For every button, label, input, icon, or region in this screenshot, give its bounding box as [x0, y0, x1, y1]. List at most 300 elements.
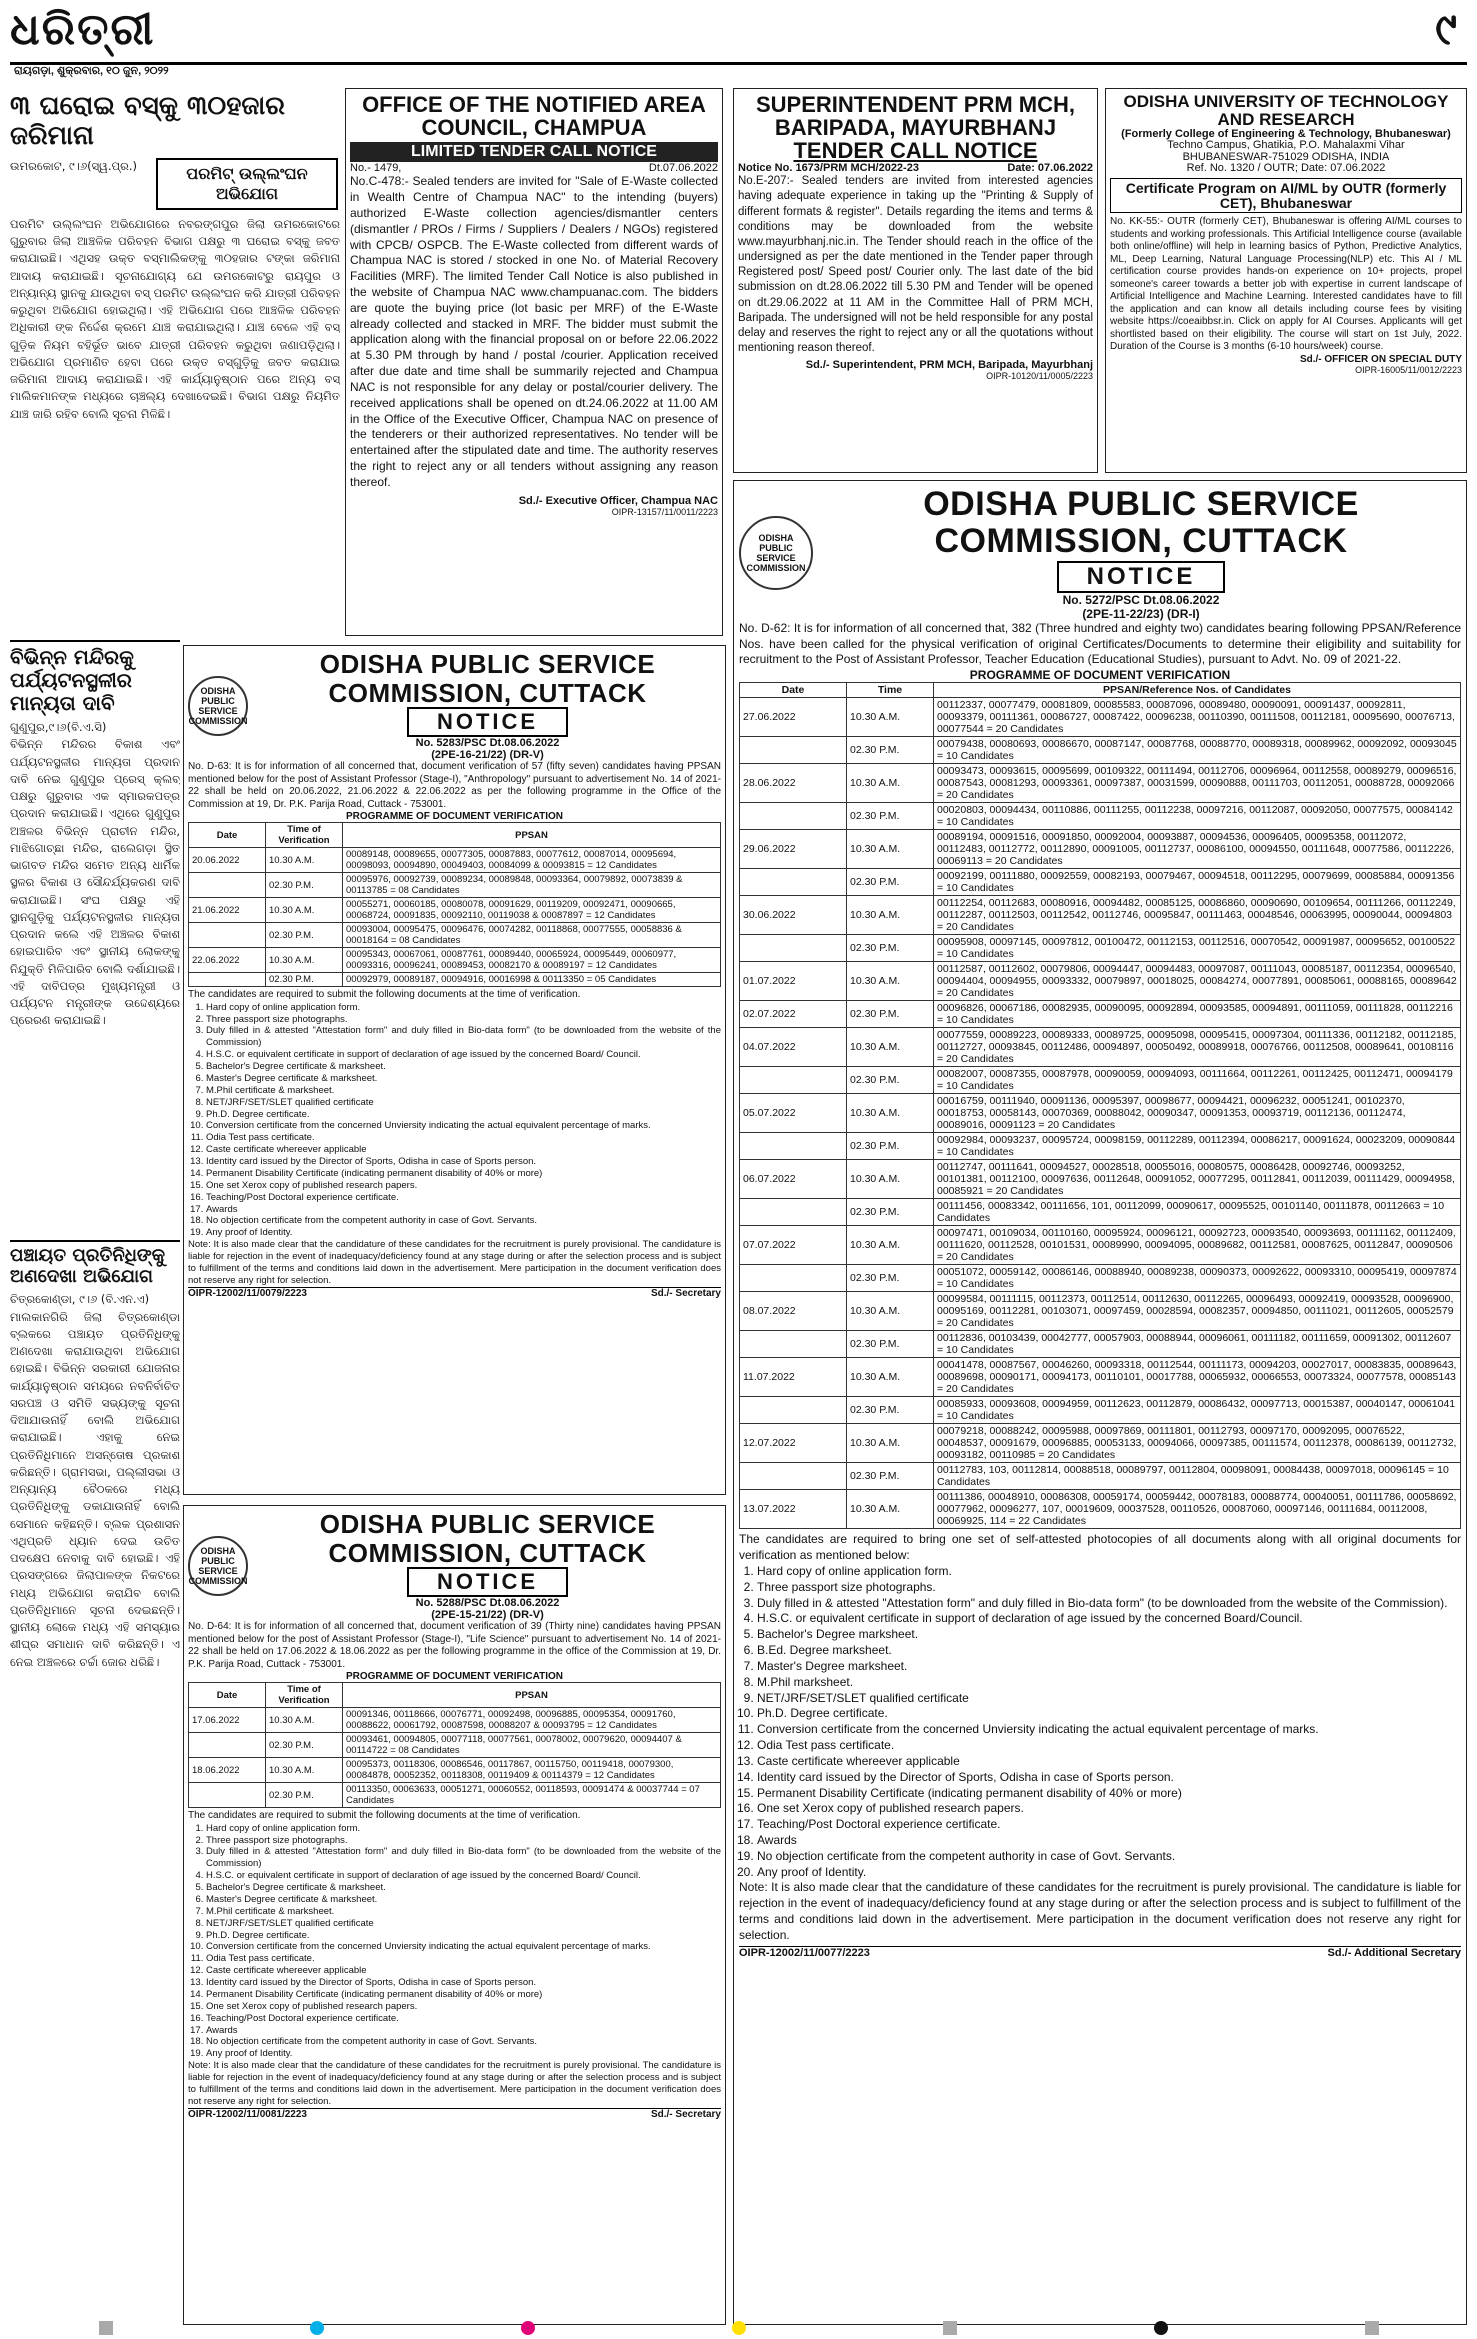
cell-ppsan: 00112836, 00103439, 00042777, 00057903, 00088944, 00096061, 00111182, 00111659, 00091302, 00112607 = 10 Candidates	[934, 1331, 1461, 1358]
document-item: 8. M.Phil marksheet.	[757, 1675, 1461, 1691]
cell-ppsan: 00095976, 00092739, 00089234, 00089848, 00093364, 00079892, 00073839 & 00113785 = 08 Candidates	[343, 873, 721, 898]
notice-ref: OIPR-12002/11/0081/2223	[188, 2108, 307, 2120]
yellow-dot-icon	[732, 2321, 746, 2335]
cell-ppsan: 00041478, 00087567, 00046260, 00093318, 00112544, 00111173, 00094203, 00027017, 00083835, 00089643, 00089698, 00090171, 00094173, 00110101, 00017788, 00065932, 00066553, 00073324, 00077578, 00085143 = 20 Candidates	[934, 1358, 1461, 1397]
cell-date: 08.07.2022	[740, 1292, 847, 1331]
document-item: 18. No objection certificate from the competent authority in case of Govt. Servants.	[206, 2036, 721, 2048]
notice-title: ODISHA PUBLIC SERVICE COMMISSION, CUTTACK	[319, 649, 656, 708]
cell-time: 10.30 A.M.	[847, 830, 934, 869]
cell-ppsan: 00085933, 00093608, 00094959, 00112623, 00112879, 00086432, 00097713, 00015387, 00040147, 00061041 = 10 Candidates	[934, 1397, 1461, 1424]
table-row	[740, 1199, 1461, 1226]
table-row	[740, 1292, 1461, 1331]
document-item: 3. Duly filled in & attested "Attestation form" and duly filled in Bio-data form" (to be downloaded from the website of the Commission).	[757, 1596, 1461, 1612]
cell-date	[740, 1331, 847, 1358]
cell-date: 30.06.2022	[740, 896, 847, 935]
table-row	[740, 1358, 1461, 1397]
cyan-dot-icon	[310, 2321, 324, 2335]
table-row	[740, 935, 1461, 962]
cell-date	[740, 935, 847, 962]
document-item: 5. Bachelor's Degree certificate & marksheet.	[206, 1882, 721, 1894]
cell-time: 02.30 P.M.	[847, 803, 934, 830]
notice-highlight: Certificate Program on AI/ML by OUTR (formerly CET), Bhubaneswar	[1110, 178, 1462, 213]
document-item: 4. H.S.C. or equivalent certificate in support of declaration of age issued by the concerned Board/ Council.	[206, 1049, 721, 1061]
cell-time: 10.30 A.M.	[847, 764, 934, 803]
document-item: 16. Teaching/Post Doctoral experience certificate.	[206, 1192, 721, 1204]
cell-ppsan: 00091346, 00118666, 00076771, 00092498, 00096885, 00095354, 00091760, 00088622, 00061792, 00087598, 00088207 & 00093795 = 12 Candidates	[343, 1708, 721, 1733]
notice-title: SUPERINTENDENT PRM MCH, BARIPADA, MAYURBHANJ	[755, 92, 1075, 141]
table-row	[189, 1758, 721, 1783]
notice-note: Note: It is also made clear that the candidature of these candidates for the recruitment is purely provisional. The candidature is liable for rejection in the event of inadequacy/deficiency found at any stage during or after the selection process and is subject to fulfillment of the terms and conditions laid down in the advertisement. Mere participation in the document verification does not reserve any right for selection.	[739, 1880, 1461, 1942]
document-item: 4. H.S.C. or equivalent certificate in support of declaration of age issued by the concerned Board/Council.	[757, 1611, 1461, 1627]
cell-date: 29.06.2022	[740, 830, 847, 869]
notice-tag: NOTICE	[407, 1567, 568, 1597]
cell-ppsan: 00079218, 00088242, 00095988, 00097869, 00111801, 00112793, 00097170, 00092095, 00076522, 00048537, 00091679, 00096885, 00053133, 00094066, 00097385, 00111574, 00112378, 00086139, 00112732, 00093182, 00110985 = 20 Candidates	[934, 1424, 1461, 1463]
verification-table	[188, 822, 721, 987]
cell-date	[740, 1463, 847, 1490]
notice-subtitle: (2PE-16-21/22) (DR-V)	[431, 749, 544, 762]
document-item: 14. Permanent Disability Certificate (indicating permanent disability of 40% or more)	[206, 1168, 721, 1180]
cell-time: 10.30 A.M.	[266, 948, 343, 973]
document-item: 1. Hard copy of online application form.	[206, 1823, 721, 1835]
document-item: 2. Three passport size photographs.	[206, 1014, 721, 1026]
document-item: 1. Hard copy of online application form.	[757, 1564, 1461, 1580]
cell-date	[189, 1733, 266, 1758]
col-time: Time of Verification	[266, 823, 343, 848]
document-item: 5. Bachelor's Degree marksheet.	[757, 1627, 1461, 1643]
cell-ppsan: 00079438, 00080693, 00086670, 00087147, 00087768, 00088770, 00089318, 00089962, 00092092, 00093045 = 10 Candidates	[934, 737, 1461, 764]
document-item: 14. Identity card issued by the Director of Sports, Odisha in case of Sports person.	[757, 1770, 1461, 1786]
table-row	[740, 1226, 1461, 1265]
psc-seal-icon: ODISHA PUBLIC SERVICE COMMISSION	[188, 676, 248, 736]
document-item: 15. One set Xerox copy of published research papers.	[206, 2001, 721, 2013]
cell-ppsan: 00099584, 00111115, 00112373, 00112514, 00112630, 00112265, 00096493, 00092419, 00093528, 00096900, 00095169, 00112281, 00103071, 00097459, 00028594, 00082357, 00094850, 00111021, 00112605, 00052579 = 20 Candidates	[934, 1292, 1461, 1331]
cell-ppsan: 00092984, 00093237, 00095724, 00098159, 00112289, 00112394, 00086217, 00091624, 00023209, 00090844 = 10 Candidates	[934, 1133, 1461, 1160]
cell-time: 02.30 P.M.	[847, 1199, 934, 1226]
document-item: 7. M.Phil certificate & marksheet.	[206, 1085, 721, 1097]
cell-time: 10.30 A.M.	[847, 1490, 934, 1529]
notice-bar: LIMITED TENDER CALL NOTICE	[350, 142, 718, 162]
document-item: 19. Any proof of Identity.	[206, 2048, 721, 2060]
notice-ref-line: Ref. No. 1320 / OUTR; Date: 07.06.2022	[1186, 162, 1386, 175]
document-item: 20. Any proof of Identity.	[757, 1865, 1461, 1881]
table-row	[740, 1331, 1461, 1358]
cell-date: 27.06.2022	[740, 698, 847, 737]
cell-time: 02.30 P.M.	[266, 923, 343, 948]
table-row	[740, 896, 1461, 935]
table-row	[740, 764, 1461, 803]
document-item: 12. Odia Test pass certificate.	[757, 1738, 1461, 1754]
notice-subtitle: (2PE-15-21/22) (DR-V)	[431, 1609, 544, 1622]
cell-date	[740, 1133, 847, 1160]
cell-time: 02.30 P.M.	[847, 1265, 934, 1292]
document-item: 19. No objection certificate from the competent authority in case of Govt. Servants.	[757, 1849, 1461, 1865]
table-row	[189, 898, 721, 923]
document-item: 6. B.Ed. Degree marksheet.	[757, 1643, 1461, 1659]
cell-date	[740, 1067, 847, 1094]
document-item: 15. One set Xerox copy of published research papers.	[206, 1180, 721, 1192]
notice-ref: OIPR-10120/11/0005/2223	[986, 371, 1093, 382]
cell-date: 22.06.2022	[189, 948, 266, 973]
notice-city: BHUBANESWAR-751029 ODISHA, INDIA	[1182, 150, 1390, 163]
table-row	[189, 948, 721, 973]
cell-time: 10.30 A.M.	[847, 1226, 934, 1265]
table-row	[740, 1490, 1461, 1529]
cell-time: 10.30 A.M.	[847, 1160, 934, 1199]
cell-date: 13.07.2022	[740, 1490, 847, 1529]
table-row	[740, 1028, 1461, 1067]
cell-ppsan: 00051072, 00059142, 00086146, 00088940, 00089238, 00090373, 00092622, 00093310, 00095419, 00097874 = 10 Candidates	[934, 1265, 1461, 1292]
cell-time: 10.30 A.M.	[266, 848, 343, 873]
table-row	[740, 1265, 1461, 1292]
cell-ppsan: 00111456, 00083342, 00111656, 101, 00112099, 00090617, 00095525, 00101140, 00111878, 00112663 = 10 Candidates	[934, 1199, 1461, 1226]
document-item: 9. Ph.D. Degree certificate.	[206, 1109, 721, 1121]
notice-note: Note: It is also made clear that the candidature of these candidates for the recruitment is purely provisional. The candidature is liable for rejection in the event of inadequacy/deficiency found at any stage during or after the selection process and is subject to fulfillment of the terms and conditions laid down in the advertisement. Mere participation in the document verification does not reserve any right for selection.	[188, 2060, 721, 2107]
newspaper-logo: ଧରିତ୍ରୀ	[10, 4, 156, 55]
notice-address: Techno Campus, Ghatikia, P.O. Mahalaxmi Vihar	[1167, 139, 1405, 152]
cell-time: 02.30 P.M.	[847, 1331, 934, 1358]
cell-time: 02.30 P.M.	[847, 869, 934, 896]
notice-intro: No. D-64: It is for information of all concerned that, document verification of 39 (Thirty nine) candidates having PPSAN mentioned below for the post of Assistant Professor (Stage-I), "Life Science" pursuant to advertisement No. 14 of 2021-22 shall be held on 17.06.2022 & 18.06.2022 as per the following programme in the office of the Commission at 19, Dr. P.K. Parija Road, Cuttack - 753001.	[188, 1621, 721, 1670]
document-item: 1. Hard copy of online application form.	[206, 1002, 721, 1014]
table-row	[189, 1783, 721, 1808]
notice-psc-anthropology	[183, 645, 726, 1495]
document-item: 5. Bachelor's Degree certificate & marksheet.	[206, 1061, 721, 1073]
story-byline: ଗୁଣୁପୁର,୯।୬(ବି.ଏ.ସି)	[10, 720, 107, 734]
document-item: 16. One set Xerox copy of published research papers.	[757, 1801, 1461, 1817]
magenta-dot-icon	[521, 2321, 535, 2335]
requirement-heading: The candidates are required to submit the following documents at the time of verification.	[188, 1810, 581, 1822]
table-row	[740, 1397, 1461, 1424]
table-row	[740, 869, 1461, 896]
black-dot-icon	[1154, 2321, 1168, 2335]
table-row	[740, 1001, 1461, 1028]
notice-number: Notice No. 1673/PRM MCH/2022-23	[738, 162, 919, 175]
document-item: 13. Identity card issued by the Director of Sports, Odisha in case of Sports person.	[206, 1156, 721, 1168]
document-item: 3. Duly filled in & attested "Attestation form" and duly filled in Bio-data form" (to be downloaded from the website of the Commission)	[206, 1025, 721, 1049]
table-row	[740, 830, 1461, 869]
story-headline: ବିଭିନ୍ନ ମନ୍ଦିରକୁ ପର୍ଯ୍ୟଟନସ୍ଥଳୀର ମାନ୍ୟତା ଦାବି	[10, 645, 134, 715]
notice-signature: Sd./- OFFICER ON SPECIAL DUTY	[1299, 353, 1462, 365]
table-row	[740, 1424, 1461, 1463]
story-highlight-box: ପରମିଟ୍ ଉଲ୍ଲଂଘନ ଅଭିଯୋଗ	[156, 158, 338, 210]
notice-signature: Sd./- Superintendent, PRM MCH, Baripada, Mayurbhanj	[805, 359, 1093, 372]
story-body: ପରମିଟ ଉଲ୍ଲଂଘନ ଅଭିଯୋଗରେ ନବରଙ୍ଗପୁର ଜିଲା ଉମରକୋଟରେ ଗୁରୁବାର ଜିଲା ଆଞ୍ଚଳିକ ପରିବହନ ବିଭାଗ ପକ୍ଷରୁ ୩ ଘରୋଇ ବସ୍‌କୁ ଜବତ କରାଯାଇଛି। ଏଥିସହ ଉକ୍ତ ବସ୍‌ମାଲିକଙ୍କୁ ୩୦ହଜାର ଟଙ୍କା ଜରିମାନା ଆଦାୟ କରାଯାଇଛି। ସୂଚନାଯୋଗ୍ୟ ଯେ ଉମରକୋଟରୁ ରାୟପୁର ଓ ଅନ୍ୟାନ୍ୟ ସ୍ଥାନକୁ ଯାଉଥିବା ବସ୍ ପରମିଟ ଉଲ୍ଲଂଘନ କରି ଯାତ୍ରୀ ପରିବହନ କରୁଥିବା ଅଭିଯୋଗ ହୋଇଥିଲା। ଏହି ଅଭିଯୋଗ ପରେ ଆଞ୍ଚଳିକ ପରିବହନ ଅଧିକାରୀ ଙ୍କ ନିର୍ଦ୍ଦେଶ କ୍ରମେ ଯାଞ୍ଚ କରାଯାଇଥିଲା। ଯାଞ୍ଚ ବେଳେ ଏହି ବସ୍ ଗୁଡ଼ିକ ନିୟମ ବହିର୍ଭୂତ ଭାବେ ଯାତ୍ରୀ ପରିବହନ କରୁଥିବା ଜଣାପଡ଼ିଥିଲା। ଅଭିଯୋଗ ପ୍ରମାଣିତ ହେବା ପରେ ଉକ୍ତ ବସ୍‌ଗୁଡ଼ିକୁ ଜବତ କରାଯାଇ ଜରିମାନା ଆଦାୟ କରାଯାଇଛି। ଏହି କାର୍ଯ୍ୟାନୁଷ୍ଠାନ ପରେ ଅନ୍ୟ ବସ୍ ମାଲିକମାନଙ୍କ ମଧ୍ୟରେ ଚାଞ୍ଚଲ୍ୟ ଦେଖାଦେଇଛି। ବିଭାଗ ପକ୍ଷରୁ ନିୟମିତ ଯାଞ୍ଚ ଜାରି ରହିବ ବୋଲି ସୂଚନା ମିଳିଛି।	[10, 216, 340, 421]
cell-date	[740, 1265, 847, 1292]
document-item: 18. No objection certificate from the competent authority in case of Govt. Servants.	[206, 1215, 721, 1227]
cell-date: 01.07.2022	[740, 962, 847, 1001]
cell-date: 04.07.2022	[740, 1028, 847, 1067]
notice-body: No. KK-55:- OUTR (formerly CET), Bhubaneswar is offering AI/ML courses to students and working professionals. This Artificial Intelligence course (available both online/offline) will help in learning basics of Python, Predictive Analytics, ML, Deep Learning, Natural Language Processing(NLP) etc. This AI / ML certification course provides hands-on experience on 10+ projects, propel someone's career towards a better job with expertise in current landscape of Artificial Intelligence and Machine Learning. Interested candidates have to fill the application and can know all details including course fees by visiting website https://coeaibbsr.in. Click on apply for AI Courses. Applicants will get shortlisted based on their eligibility. The course will start on 1st July, 2022. Duration of the Course is 3 months (6-10 hours/week) course.	[1110, 216, 1462, 353]
col-time: Time of Verification	[266, 1683, 343, 1708]
notice-signature: Sd./- Additional Secretary	[1327, 1946, 1461, 1959]
story-byline: ଉମରକୋଟ, ୯।୬(ସ୍ୱ.ପ୍ର.)	[10, 158, 137, 173]
cell-date	[740, 1397, 847, 1424]
table-row	[189, 923, 721, 948]
cell-ppsan: 00097471, 00109034, 00110160, 00095924, 00096121, 00092723, 00093540, 00093693, 00111162, 00112409, 00111620, 00112528, 00101531, 00089990, 00094095, 00089682, 00112581, 00087625, 00112847, 00090506 = 20 Candidates	[934, 1226, 1461, 1265]
cell-ppsan: 00112587, 00112602, 00079806, 00094447, 00094483, 00097087, 00111043, 00085187, 00112354, 00096540, 00094404, 00094955, 00093332, 00079897, 00018025, 00084274, 00077891, 00085061, 00088165, 00089642 = 20 Candidates	[934, 962, 1461, 1001]
table-row	[189, 1708, 721, 1733]
notice-title: OFFICE OF THE NOTIFIED AREA COUNCIL, CHAMPUA	[362, 92, 706, 141]
story-temple	[10, 640, 180, 1230]
story-panchayat	[10, 1240, 180, 2320]
story-headline: ପଞ୍ଚାୟତ ପ୍ରତିନିଧିଙ୍କୁ ଅଣଦେଖା ଅଭିଯୋଗ	[10, 1245, 166, 1287]
cell-ppsan: 00089148, 00089655, 00077305, 00087883, 00077612, 00087014, 00095694, 00098093, 00094890, 00049403, 00084099 & 00093815 = 12 Candidates	[343, 848, 721, 873]
cell-ppsan: 00089194, 00091516, 00091850, 00092004, 00093887, 00094536, 00096405, 00095358, 00112072, 00112483, 00112772, 00112890, 00091005, 00112737, 00086100, 00094550, 00111648, 00077586, 00112226, 00069113 = 20 Candidates	[934, 830, 1461, 869]
cell-time: 02.30 P.M.	[847, 1067, 934, 1094]
story-bus-fine	[10, 92, 340, 622]
document-item: 10. Ph.D. Degree certificate.	[757, 1706, 1461, 1722]
cell-ppsan: 00111386, 00048910, 00086308, 00059174, 00059442, 00078183, 00088774, 00040051, 00111786, 00058692, 00077962, 00096277, 107, 00019609, 00037528, 00110526, 00087060, 00097146, 00111684, 00112008, 00069925, 114 = 22 Candidates	[934, 1490, 1461, 1529]
document-item: 17. Teaching/Post Doctoral experience certificate.	[757, 1817, 1461, 1833]
document-item: 2. Three passport size photographs.	[206, 1835, 721, 1847]
notice-ref: OIPR-16005/11/0012/2223	[1355, 364, 1462, 375]
notice-subtitle: (Formerly College of Engineering & Technology, Bhubaneswar)	[1121, 127, 1451, 140]
cell-time: 02.30 P.M.	[847, 1133, 934, 1160]
table-row	[740, 1463, 1461, 1490]
notice-psc-teacher-education	[733, 480, 1467, 2325]
table-row	[740, 803, 1461, 830]
notice-signature: Sd./- Executive Officer, Champua NAC	[518, 494, 718, 507]
cell-date: 07.07.2022	[740, 1226, 847, 1265]
table-row	[740, 737, 1461, 764]
table-row	[740, 962, 1461, 1001]
table-row	[740, 1094, 1461, 1133]
document-list	[188, 1002, 721, 1240]
notice-outr	[1105, 88, 1467, 473]
registration-mark-icon	[943, 2321, 957, 2335]
cell-time: 02.30 P.M.	[266, 1733, 343, 1758]
cell-time: 02.30 P.M.	[847, 1397, 934, 1424]
table-row	[740, 1160, 1461, 1199]
col-time: Time	[847, 683, 934, 698]
cell-ppsan: 00112783, 103, 00112814, 00088518, 00089797, 00112804, 00098091, 00084438, 00097018, 00096145 = 10 Candidates	[934, 1463, 1461, 1490]
print-registration-marks	[0, 2318, 1477, 2338]
document-item: 6. Master's Degree certificate & marksheet.	[206, 1073, 721, 1085]
document-item: 7. M.Phil certificate & marksheet.	[206, 1906, 721, 1918]
notice-prm-mch	[733, 88, 1098, 473]
cell-time: 10.30 A.M.	[847, 1358, 934, 1397]
cell-ppsan: 00055271, 00060185, 00080078, 00091629, 00119209, 00092471, 00090665, 00068724, 00091835, 00092110, 00119038 & 00087897 = 12 Candidates	[343, 898, 721, 923]
cell-date: 12.07.2022	[740, 1424, 847, 1463]
document-item: 10. Conversion certificate from the concerned Unviersity indicating the actual equivalent percentage of marks.	[206, 1120, 721, 1132]
table-row	[740, 698, 1461, 737]
verification-table	[188, 1682, 721, 1808]
notice-signature: Sd./- Secretary	[650, 2108, 721, 2120]
cell-ppsan: 00095908, 00097145, 00097812, 00100472, 00112153, 00112516, 00070542, 00091987, 00095652, 00100522 = 10 Candidates	[934, 935, 1461, 962]
document-item: 11. Odia Test pass certificate.	[206, 1953, 721, 1965]
cell-ppsan: 00096826, 00067186, 00082935, 00090095, 00092894, 00093585, 00094891, 00111059, 00111828, 00112216 = 10 Candidates	[934, 1001, 1461, 1028]
cell-ppsan: 00112747, 00111641, 00094527, 00028518, 00055016, 00080575, 00086428, 00092746, 00093252, 00101381, 00112100, 00097636, 00112648, 00091052, 00077295, 00112841, 00112039, 00111429, 00094958, 00085921 = 20 Candidates	[934, 1160, 1461, 1199]
cell-time: 10.30 A.M.	[266, 898, 343, 923]
document-list	[188, 1823, 721, 2061]
psc-seal-icon: ODISHA PUBLIC SERVICE COMMISSION	[739, 516, 813, 590]
cell-date: 28.06.2022	[740, 764, 847, 803]
cell-date: 20.06.2022	[189, 848, 266, 873]
document-item: 19. Any proof of Identity.	[206, 1227, 721, 1239]
cell-time: 10.30 A.M.	[266, 1758, 343, 1783]
cell-ppsan: 00092979, 00089187, 00094916, 00016998 & 00113350 = 05 Candidates	[343, 973, 721, 987]
cell-time: 02.30 P.M.	[847, 737, 934, 764]
notice-champua	[345, 88, 723, 636]
cell-time: 02.30 P.M.	[266, 1783, 343, 1808]
cell-time: 02.30 P.M.	[847, 1001, 934, 1028]
notice-body: No.C-478:- Sealed tenders are invited for "Sale of E-Waste collected in Wealth Centre of Champua NAC" to the intending (buyers) authorized E-Waste collection agencies/dismantler centers (dismantler / PROs / Firms / Suppliers / Dealers / NGOs) registered with CPCB/ OSPCB. The E-Waste collected from different wards of Champua NAC is stored / stocked in one No. of Material Recovery Facilities (MRF). The limited Tender Call Notice is also published in the website of Champua NAC www.champuanac.com. The bidders are quote the buying price (lot basic per MRF) of the E-Waste already collected and stacked in MRF. The bidder must submit the application along with the financial proposal on or before 22.06.2022 at 5.30 PM through by hand / postal /courier. Application received after due date and time shall be summarily rejected and Champua NAC is not responsible for any delay or postal/courier delivery. The received applications shall be opened on dt.24.06.2022 at 11.00 AM in the Office of the Executive Officer, Champua NAC on presence of the tenderers or their authorized representatives. No tender will be entertained after the stipulated date and time. The authority reserves the right to reject any or all tenders without assigning any reason thereof.	[350, 174, 718, 489]
table-row	[189, 1733, 721, 1758]
story-headline: ୩ ଘରୋଇ ବସ୍‌କୁ ୩୦ହଜାର ଜରିମାନା	[10, 91, 285, 151]
document-item: 13. Caste certificate whereever applicable	[757, 1754, 1461, 1770]
table-row	[740, 1067, 1461, 1094]
col-date: Date	[189, 1683, 266, 1708]
cell-time: 02.30 P.M.	[266, 873, 343, 898]
document-item: 9. NET/JRF/SET/SLET qualified certificate	[757, 1691, 1461, 1707]
story-byline: ଚିତ୍ରକୋଣ୍ଡା, ୯।୬ (ବି.ଏନ.ଏ)	[10, 1292, 150, 1307]
cell-date	[740, 1199, 847, 1226]
cell-ppsan: 00077559, 00089223, 00089333, 00089725, 00095098, 00095415, 00097304, 00111336, 00112182, 00112185, 00112727, 00093845, 00112486, 00094897, 00050492, 00089918, 00076766, 00112508, 00089641, 00108116 = 20 Candidates	[934, 1028, 1461, 1067]
cell-date: 21.06.2022	[189, 898, 266, 923]
document-item: 8. NET/JRF/SET/SLET qualified certificate	[206, 1097, 721, 1109]
registration-mark-icon	[99, 2321, 113, 2335]
story-body: ମାଲକାନଗିରି ଜିଲା ଚିତ୍ରକୋଣ୍ଡା ବ୍ଲକରେ ପଞ୍ଚାୟତ ପ୍ରତିନିଧିଙ୍କୁ ଅଣଦେଖା କରାଯାଉଥିବା ଅଭିଯୋଗ ହୋଇଛି। ବିଭିନ୍ନ ସରକାରୀ ଯୋଜନାର କାର୍ଯ୍ୟାନୁଷ୍ଠାନ ସମୟରେ ନବନିର୍ବାଚିତ ସରପଞ୍ଚ ଓ ସମିତି ସଭ୍ୟଙ୍କୁ ସୂଚନା ଦିଆଯାଉନାହିଁ ବୋଲି ଅଭିଯୋଗ କରାଯାଇଛି। ଏହାକୁ ନେଇ ପ୍ରତିନିଧିମାନେ ଅସନ୍ତୋଷ ପ୍ରକାଶ କରିଛନ୍ତି। ଗ୍ରାମସଭା, ପଲ୍ଲୀସଭା ଓ ଅନ୍ୟାନ୍ୟ ବୈଠକରେ ମଧ୍ୟ ପ୍ରତିନିଧିଙ୍କୁ ଡକାଯାଉନାହିଁ ବୋଲି ସେମାନେ କହିଛନ୍ତି। ବ୍ଲକ ପ୍ରଶାସନ ଏଥିପ୍ରତି ଧ୍ୟାନ ଦେଇ ଉଚିତ ପଦକ୍ଷେପ ନେବାକୁ ଦାବି ହୋଇଛି। ଏହି ପ୍ରସଙ୍ଗରେ ଜିଲାପାଳଙ୍କ ନିକଟରେ ମଧ୍ୟ ଅଭିଯୋଗ କରାଯିବ ବୋଲି ପ୍ରତିନିଧିମାନେ ସୂଚନା ଦେଇଛନ୍ତି। ସ୍ଥାନୀୟ ଲୋକେ ମଧ୍ୟ ଏହି ସମସ୍ୟାର ଶୀଘ୍ର ସମାଧାନ ଦାବି କରିଛନ୍ତି। ଏ ନେଇ ଅଞ୍ଚଳରେ ଚର୍ଚ୍ଚା ଜୋର ଧରିଛି।	[10, 1309, 180, 1669]
cell-date: 02.07.2022	[740, 1001, 847, 1028]
document-item: 11. Conversion certificate from the concerned Unviersity indicating the actual equivalent percentage of marks.	[757, 1722, 1461, 1738]
table-row	[189, 973, 721, 987]
document-item: 8. NET/JRF/SET/SLET qualified certificate	[206, 1918, 721, 1930]
notice-tag: NOTICE	[407, 707, 568, 737]
document-item: 12. Caste certificate whereever applicable	[206, 1965, 721, 1977]
cell-ppsan: 00020803, 00094434, 00110886, 00111255, 00112238, 00097216, 00112087, 00092050, 00077575, 00084142 = 10 Candidates	[934, 803, 1461, 830]
document-item: 13. Identity card issued by the Director of Sports, Odisha in case of Sports person.	[206, 1977, 721, 1989]
verification-table	[739, 682, 1461, 1529]
cell-time: 02.30 P.M.	[847, 935, 934, 962]
document-item: 16. Teaching/Post Doctoral experience certificate.	[206, 2013, 721, 2025]
document-item: 6. Master's Degree certificate & marksheet.	[206, 1894, 721, 1906]
cell-ppsan: 00095343, 00067061, 00087761, 00089440, 00065924, 00095449, 00060977, 00093316, 00096241, 00089453, 00082170 & 00089197 = 12 Candidates	[343, 948, 721, 973]
cell-time: 10.30 A.M.	[847, 896, 934, 935]
psc-seal-icon: ODISHA PUBLIC SERVICE COMMISSION	[188, 1536, 248, 1596]
cell-date: 06.07.2022	[740, 1160, 847, 1199]
document-item: 3. Duly filled in & attested "Attestation form" and duly filled in Bio-data form" (to be downloaded from the website of the Commission)	[206, 1846, 721, 1870]
registration-mark-icon	[1365, 2321, 1379, 2335]
cell-ppsan: 00113350, 00063633, 00051271, 00060552, 00118593, 00091474 & 00037744 = 07 Candidates	[343, 1783, 721, 1808]
programme-heading: PROGRAMME OF DOCUMENT VERIFICATION	[969, 668, 1231, 683]
cell-ppsan: 00112254, 00112683, 00080916, 00094482, 00085125, 00086860, 00090690, 00109654, 00111266, 00112249, 00112287, 00112503, 00112542, 00112746, 00095847, 00111463, 00048546, 00063995, 00090044, 00094803 = 20 Candidates	[934, 896, 1461, 935]
col-ppsan: PPSAN	[343, 1683, 721, 1708]
cell-ppsan: 00092199, 00111880, 00092559, 00082193, 00079467, 00094518, 00112295, 00079699, 00085884, 00091356 = 10 Candidates	[934, 869, 1461, 896]
notice-intro: No. D-63: It is for information of all concerned that, document verification of 57 (fifty seven) candidates having PPSAN mentioned below for the post of Assistant Professor (Stage-I), "Anthropology" pursuant to advertisement No. 14 of 2021-22 shall be held on 20.06.2022, 21.06.2022 & 22.06.2022 as per the following programme in the Office of the Commission at 19, Dr. P.K. Parija Road, Cuttack - 753001.	[188, 761, 721, 810]
cell-ppsan: 00112337, 00077479, 00081809, 00085583, 00087096, 00089480, 00090091, 00091437, 00092811, 00093379, 00111361, 00086727, 00087422, 00096238, 00110390, 00111508, 00112181, 00095690, 00076713, 00077544 = 20 Candidates	[934, 698, 1461, 737]
cell-ppsan: 00016759, 00111940, 00091136, 00095397, 00098677, 00094421, 00096232, 00051241, 00102370, 00018753, 00058143, 00070369, 00088042, 00090347, 00091353, 00093719, 00112136, 00112474, 00089016, 00091123 = 20 Candidates	[934, 1094, 1461, 1133]
cell-date	[189, 923, 266, 948]
cell-time: 02.30 P.M.	[266, 973, 343, 987]
cell-time: 10.30 A.M.	[847, 1424, 934, 1463]
cell-date: 18.06.2022	[189, 1758, 266, 1783]
story-body: ବିଭିନ୍ନ ମନ୍ଦିରର ବିକାଶ ଏବଂ ପର୍ଯ୍ୟଟନସ୍ଥଳୀର ମାନ୍ୟତା ପ୍ରଦାନ ଦାବି ନେଇ ଗୁଣୁପୁର ପ୍ରେସ୍ କ୍ଲବ୍ ପକ୍ଷରୁ ଗୁରୁବାର ଏକ ସ୍ମାରକପତ୍ର ପ୍ରଦାନ କରାଯାଇଛି। ଏଥିରେ ଗୁଣୁପୁର ଅଞ୍ଚଳର ବିଭିନ୍ନ ପ୍ରାଚୀନ ମନ୍ଦିର, ମାଝିଗୋଚ୍ଛା ମନ୍ଦିର, ରାଲେଗଡ଼ା ସ୍ଥିତ ଭାଗବତ ମନ୍ଦିର ସମେତ ଅନ୍ୟ ଧାର୍ମିକ ସ୍ଥଳର ବିକାଶ ଓ ସୌନ୍ଦର୍ଯ୍ୟକରଣ ଦାବି କରାଯାଇଛି। ସଂଘ ପକ୍ଷରୁ ଏହି ସ୍ଥାନଗୁଡ଼ିକୁ ପର୍ଯ୍ୟଟନସ୍ଥଳୀର ମାନ୍ୟତା ପ୍ରଦାନ କଲେ ଏହି ଅଞ୍ଚଳର ବିକାଶ ହୋଇପାରିବ ଏବଂ ସ୍ଥାନୀୟ ଲୋକଙ୍କୁ ନିଯୁକ୍ତି ମିଳିପାରିବ ବୋଲି ଦର୍ଶାଯାଇଛି। ଏହି ଦାବିପତ୍ର ମୁଖ୍ୟମନ୍ତ୍ରୀ ଓ ପର୍ଯ୍ୟଟନ ମନ୍ତ୍ରୀଙ୍କ ଉଦ୍ଦେଶ୍ୟରେ ପ୍ରେରଣ କରାଯାଇଛି।	[10, 737, 180, 1028]
notice-date: Dt.07.06.2022	[648, 162, 718, 175]
notice-subtitle: TENDER CALL NOTICE	[793, 138, 1038, 164]
cell-date	[740, 803, 847, 830]
dateline-text: ରାୟଗଡ଼ା, ଶୁକ୍ରବାର, ୧୦ ଜୁନ, ୨୦୨୨	[14, 65, 169, 77]
notice-number: No.- 1479,	[350, 162, 402, 175]
cell-ppsan: 00093461, 00094805, 00077118, 00077561, 00078002, 00079620, 00094407 & 00114722 = 08 Candidates	[343, 1733, 721, 1758]
cell-date: 17.06.2022	[189, 1708, 266, 1733]
table-row	[189, 848, 721, 873]
document-item: 11. Odia Test pass certificate.	[206, 1132, 721, 1144]
col-date: Date	[740, 683, 847, 698]
cell-time: 10.30 A.M.	[847, 1094, 934, 1133]
cell-date	[740, 737, 847, 764]
notice-number: No. 5272/PSC Dt.08.06.2022	[1062, 592, 1220, 607]
programme-heading: PROGRAMME OF DOCUMENT VERIFICATION	[345, 811, 564, 823]
col-ppsan: PPSAN/Reference Nos. of Candidates	[934, 683, 1461, 698]
document-item: 9. Ph.D. Degree certificate.	[206, 1930, 721, 1942]
document-item: 18. Awards	[757, 1833, 1461, 1849]
notice-note: Note: It is also made clear that the candidature of these candidates for the recruitment is purely provisional. The candidature is liable for rejection in the event of inadequacy/deficiency found at any stage during or after the selection process and is subject to fulfillment of the terms and conditions laid down in the advertisement. Mere participation in the document verification does not reserve any right for selection.	[188, 1239, 721, 1286]
cell-date: 11.07.2022	[740, 1358, 847, 1397]
notice-tag: NOTICE	[1057, 561, 1226, 593]
notice-subtitle: (2PE-11-22/23) (DR-I)	[1082, 606, 1200, 621]
notice-title: ODISHA UNIVERSITY OF TECHNOLOGY AND RESEARCH	[1123, 92, 1449, 129]
requirement-heading: The candidates are required to bring one set of self-attested photocopies of all documents along with all original documents for verification as mentioned below:	[739, 1532, 1461, 1563]
page-number: ୯	[1435, 4, 1457, 55]
notice-number: No. 5288/PSC Dt.08.06.2022	[415, 1597, 560, 1610]
cell-time: 10.30 A.M.	[847, 698, 934, 737]
document-item: 2. Three passport size photographs.	[757, 1580, 1461, 1596]
programme-heading: PROGRAMME OF DOCUMENT VERIFICATION	[345, 1671, 564, 1683]
document-item: 14. Permanent Disability Certificate (indicating permanent disability of 40% or more)	[206, 1989, 721, 2001]
notice-title: ODISHA PUBLIC SERVICE COMMISSION, CUTTACK	[923, 485, 1359, 561]
cell-ppsan: 00095373, 00118306, 00086546, 00117867, 00115750, 00119418, 00079300, 00084878, 00052352, 00118308, 00119409 & 00114379 = 12 Candidates	[343, 1758, 721, 1783]
cell-time: 10.30 A.M.	[847, 1292, 934, 1331]
cell-date: 05.07.2022	[740, 1094, 847, 1133]
notice-number: No. 5283/PSC Dt.08.06.2022	[415, 737, 560, 750]
table-row	[740, 1133, 1461, 1160]
cell-ppsan: 00093004, 00095475, 00096476, 00074282, 00118868, 00077555, 00058836 & 00018164 = 08 Candidates	[343, 923, 721, 948]
document-item: 10. Conversion certificate from the concerned Unviersity indicating the actual equivalent percentage of marks.	[206, 1941, 721, 1953]
document-list	[739, 1564, 1461, 1881]
document-item: 12. Caste certificate whereever applicable	[206, 1144, 721, 1156]
notice-ref: OIPR-13157/11/0011/2223	[611, 506, 718, 517]
notice-date: Date: 07.06.2022	[1007, 162, 1093, 175]
cell-time: 10.30 A.M.	[266, 1708, 343, 1733]
col-date: Date	[189, 823, 266, 848]
notice-ref: OIPR-12002/11/0079/2223	[188, 1287, 307, 1299]
document-item: 4. H.S.C. or equivalent certificate in support of declaration of age issued by the concerned Board/ Council.	[206, 1870, 721, 1882]
cell-time: 10.30 A.M.	[847, 1028, 934, 1067]
notice-psc-life-science	[183, 1505, 726, 2325]
notice-title: ODISHA PUBLIC SERVICE COMMISSION, CUTTACK	[319, 1509, 656, 1568]
notice-intro: No. D-62: It is for information of all concerned that, 382 (Three hundred and eighty two) candidates bearing following PPSAN/Reference Nos. have been called for the physical verification of original Certificates/Documents to determine their eligibility and suitability for recruitment to the Post of Assistant Professor, Teacher Education (Educational Studies), pursuant to Advt. No. 09 of 2021-22.	[739, 620, 1461, 667]
dateline	[10, 62, 1467, 80]
cell-ppsan: 00093473, 00093615, 00095699, 00109322, 00111494, 00112706, 00096964, 00112558, 00089279, 00096516, 00087543, 00081293, 00093361, 00097387, 00031599, 00090888, 00111703, 00112051, 00088728, 00092066 = 20 Candidates	[934, 764, 1461, 803]
col-ppsan: PPSAN	[343, 823, 721, 848]
cell-date	[740, 869, 847, 896]
cell-date	[189, 973, 266, 987]
document-item: 17. Awards	[206, 1204, 721, 1216]
document-item: 15. Permanent Disability Certificate (indicating permanent disability of 40% or more)	[757, 1786, 1461, 1802]
cell-time: 10.30 A.M.	[847, 962, 934, 1001]
notice-body: No.E-207:- Sealed tenders are invited from interested agencies having adequate experience in taking up the "Printing & Supply of different formats & register". Details regarding the items and terms & conditions may be downloaded from the website www.mayurbhanj.nic.in. The Tender should reach in the office of the undersigned as per the date mentioned in the Tender paper through Registered post/ Speed post/ Courier only. The last date of the bid submission on dt.28.06.2022 till 5.30 PM and Tender will be opened on dt.29.06.2022 at 11 AM in the Committee Hall of PRM MCH, Baripada. The undersigned will not be held responsible for any postal delay and reserves the right to reject any or all the quotations without mentioning reason thereof.	[738, 175, 1093, 355]
cell-date	[189, 873, 266, 898]
document-item: 7. Master's Degree marksheet.	[757, 1659, 1461, 1675]
requirement-heading: The candidates are required to submit the following documents at the time of verification.	[188, 989, 581, 1001]
document-item: 17. Awards	[206, 2025, 721, 2037]
notice-signature: Sd./- Secretary	[650, 1287, 721, 1299]
notice-ref: OIPR-12002/11/0077/2223	[739, 1946, 870, 1959]
table-row	[189, 873, 721, 898]
cell-date	[189, 1783, 266, 1808]
cell-ppsan: 00082007, 00087355, 00087978, 00090059, 00094093, 00111664, 00112261, 00112425, 00112471, 00094179 = 10 Candidates	[934, 1067, 1461, 1094]
cell-time: 02.30 P.M.	[847, 1463, 934, 1490]
